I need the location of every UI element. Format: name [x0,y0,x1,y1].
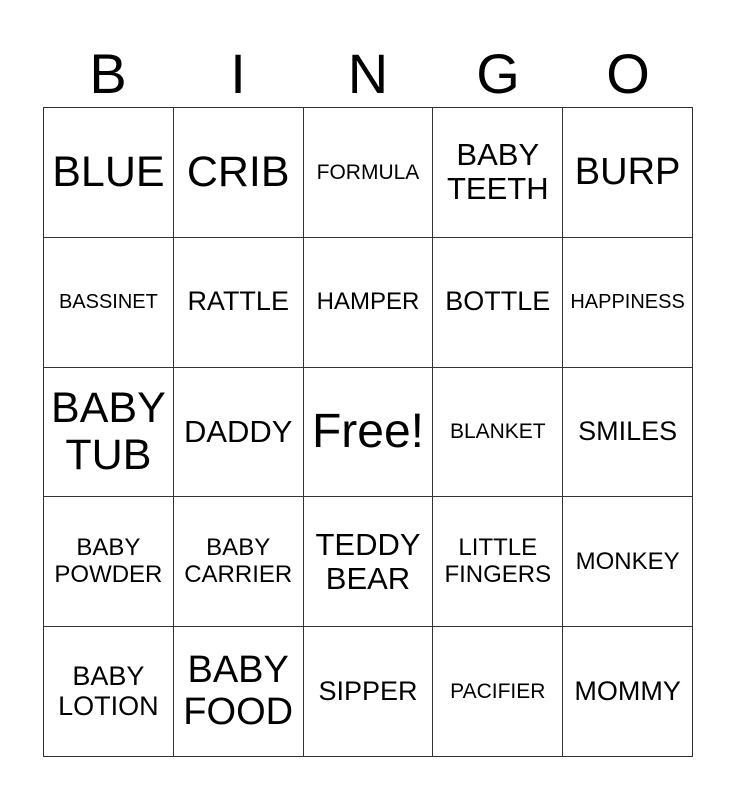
header-letter-b: B [89,42,127,105]
bingo-cell: BABY TEETH [433,108,563,238]
bingo-cell: DADDY [174,368,304,498]
header-letter-g: G [476,42,520,105]
header-letter-i: I [230,42,246,105]
bingo-cell: CRIB [174,108,304,238]
bingo-cell: BABY CARRIER [174,497,304,627]
bingo-cell: MONKEY [563,497,693,627]
bingo-cell: BABY LOTION [44,627,174,757]
bingo-cell: MOMMY [563,627,693,757]
free-space: Free! [304,368,434,498]
bingo-cell: HAPPINESS [563,238,693,368]
bingo-cell: BLUE [44,108,174,238]
bingo-cell: TEDDY BEAR [304,497,434,627]
bingo-cell: BABY POWDER [44,497,174,627]
bingo-cell: LITTLE FINGERS [433,497,563,627]
bingo-cell: FORMULA [304,108,434,238]
bingo-cell: SIPPER [304,627,434,757]
header-letter-o: O [606,42,650,105]
bingo-header [43,40,693,108]
bingo-cell: BABY TUB [44,368,174,498]
header-letter-n: N [347,42,389,105]
bingo-cell: BASSINET [44,238,174,368]
bingo-cell: BABY FOOD [174,627,304,757]
bingo-cell: HAMPER [304,238,434,368]
bingo-cell: RATTLE [174,238,304,368]
bingo-cell: BOTTLE [433,238,563,368]
bingo-cell: PACIFIER [433,627,563,757]
bingo-cell: BLANKET [433,368,563,498]
bingo-card-grid [43,107,693,757]
bingo-cell: SMILES [563,368,693,498]
bingo-cell: BURP [563,108,693,238]
